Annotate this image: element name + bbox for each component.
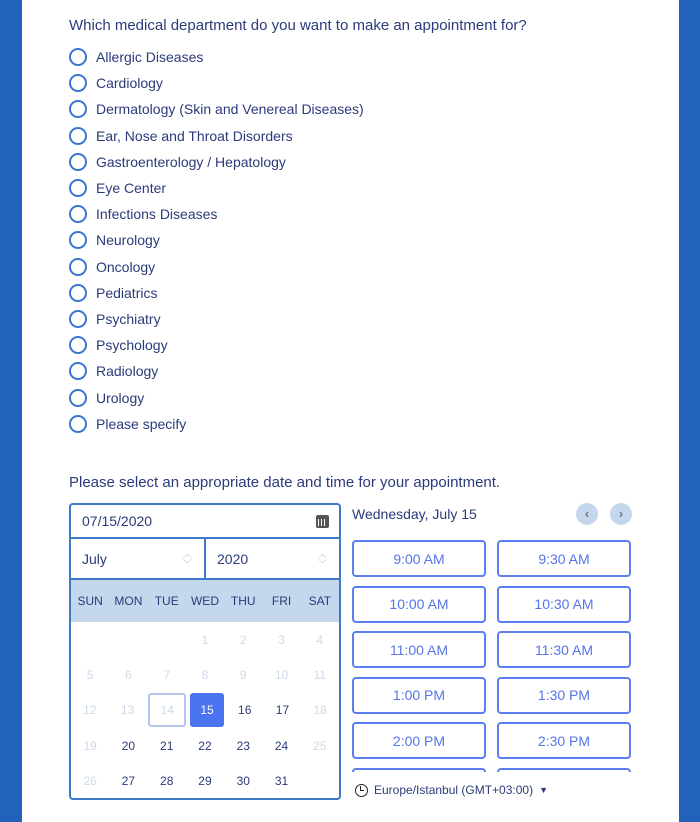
calendar-day[interactable]: 23 xyxy=(236,738,250,753)
caret-down-icon: ▼ xyxy=(539,785,549,795)
time-slot-button[interactable]: 10:30 AM xyxy=(497,586,631,623)
department-option-label: Infections Diseases xyxy=(96,206,218,223)
calendar-week xyxy=(71,763,339,798)
clock-icon xyxy=(355,784,368,797)
radio-button[interactable] xyxy=(69,415,87,433)
year-value: 2020 xyxy=(217,550,249,567)
radio-button[interactable] xyxy=(69,389,87,407)
calendar-week xyxy=(71,728,339,763)
weekday-label: WED xyxy=(190,594,219,608)
calendar-day xyxy=(111,623,145,657)
prev-day-chevron-left-icon[interactable]: ‹ xyxy=(576,503,598,525)
time-slot-button[interactable] xyxy=(352,768,486,773)
department-option-label: Allergic Diseases xyxy=(96,49,204,66)
calendar-day: 25 xyxy=(313,738,327,753)
calendar-day: 5 xyxy=(86,667,94,682)
calendar-week xyxy=(71,622,339,657)
department-option-label: Pediatrics xyxy=(96,284,158,301)
calendar-day xyxy=(73,623,107,657)
radio-button[interactable] xyxy=(69,153,87,171)
radio-button[interactable] xyxy=(69,100,87,118)
weekday-label: TUE xyxy=(154,594,179,608)
month-select[interactable] xyxy=(71,539,206,578)
calendar-day[interactable]: 29 xyxy=(198,773,212,788)
department-option[interactable] xyxy=(69,254,364,280)
department-option[interactable] xyxy=(69,306,364,332)
calendar-day: 19 xyxy=(83,738,97,753)
date-value: 07/15/2020 xyxy=(82,513,153,529)
date-picker xyxy=(69,503,341,800)
calendar-day: 2 xyxy=(239,632,247,647)
department-option-label: Psychology xyxy=(96,337,168,354)
calendar-day: 3 xyxy=(278,632,285,647)
radio-button[interactable] xyxy=(69,362,87,380)
time-slots xyxy=(352,540,632,772)
weekday-label: SUN xyxy=(77,594,103,608)
department-option[interactable] xyxy=(69,201,364,227)
calendar-day: 14 xyxy=(148,693,186,727)
calendar-week xyxy=(71,657,339,692)
department-option[interactable] xyxy=(69,149,364,175)
department-option[interactable] xyxy=(69,280,364,306)
calendar-day: 26 xyxy=(83,773,97,788)
department-option[interactable] xyxy=(69,96,364,122)
time-slot-button[interactable]: 11:30 AM xyxy=(497,631,631,668)
calendar-day: 10 xyxy=(274,667,289,682)
department-option-label: Eye Center xyxy=(96,180,167,197)
calendar-day[interactable]: 16 xyxy=(238,703,252,718)
department-option[interactable] xyxy=(69,123,364,149)
radio-button[interactable] xyxy=(69,258,87,276)
calendar-day[interactable]: 21 xyxy=(160,738,174,753)
calendar-day: 12 xyxy=(83,703,97,718)
radio-button[interactable] xyxy=(69,284,87,302)
radio-button[interactable] xyxy=(69,48,87,66)
weekday-label: SAT xyxy=(308,594,332,608)
calendar-day[interactable]: 31 xyxy=(274,773,289,788)
spinner-icon[interactable]: ︿ ﹀ xyxy=(317,548,327,569)
department-radio-group xyxy=(69,44,364,437)
department-option[interactable] xyxy=(69,384,364,410)
department-option-label: Please specify xyxy=(96,415,187,432)
spinner-icon[interactable]: ︿ ﹀ xyxy=(182,548,192,569)
department-option-label: Dermatology (Skin and Venereal Diseases) xyxy=(96,101,364,118)
calendar-day[interactable]: 24 xyxy=(274,738,289,753)
year-select[interactable] xyxy=(206,539,339,578)
radio-button[interactable] xyxy=(69,74,87,92)
month-value: July xyxy=(82,550,107,567)
calendar-day[interactable]: 28 xyxy=(160,773,174,788)
calendar-day: 4 xyxy=(316,632,324,647)
department-option-label: Psychiatry xyxy=(96,310,161,327)
selected-date-label: Wednesday, July 15 xyxy=(352,506,477,522)
calendar-day: 18 xyxy=(313,703,327,718)
calendar-day[interactable]: 22 xyxy=(198,738,212,753)
calendar-day: 8 xyxy=(201,667,209,682)
next-day-chevron-right-icon[interactable]: › xyxy=(610,503,632,525)
calendar-day: 7 xyxy=(163,667,171,682)
time-slot-button[interactable] xyxy=(497,768,631,773)
radio-button[interactable] xyxy=(69,205,87,223)
calendar-day xyxy=(150,623,184,657)
calendar-day: 1 xyxy=(201,632,209,647)
appointment-question: Please select an appropriate date and time for your appointment. xyxy=(69,474,501,491)
department-option-label: Oncology xyxy=(96,258,156,275)
calendar-day[interactable]: 17 xyxy=(275,703,290,718)
department-option-label: Cardiology xyxy=(96,75,163,92)
department-option-label: Urology xyxy=(96,389,145,406)
radio-button[interactable] xyxy=(69,231,87,249)
department-option[interactable] xyxy=(69,175,364,201)
department-option-label: Ear, Nose and Throat Disorders xyxy=(96,127,293,144)
department-option[interactable] xyxy=(69,44,364,70)
radio-button[interactable] xyxy=(69,127,87,145)
time-slot-button[interactable]: 9:30 AM xyxy=(497,540,631,577)
weekday-label: MON xyxy=(114,594,143,608)
calendar-day[interactable]: 20 xyxy=(121,738,136,753)
time-slot-button[interactable]: 10:00 AM xyxy=(352,586,486,623)
calendar-days xyxy=(71,622,339,798)
time-slot-button[interactable]: 2:00 PM xyxy=(352,722,486,759)
department-option-label: Radiology xyxy=(96,363,159,380)
department-option[interactable] xyxy=(69,227,364,253)
timezone-value: Europe/Istanbul (GMT+03:00) xyxy=(374,783,534,797)
department-option[interactable] xyxy=(69,70,364,96)
department-option-label: Gastroenterology / Hepatology xyxy=(96,153,286,170)
time-slot-button[interactable]: 11:00 AM xyxy=(352,631,486,668)
calendar-day[interactable]: 27 xyxy=(121,773,136,788)
date-input[interactable] xyxy=(71,505,339,539)
calendar-day: 6 xyxy=(125,667,132,682)
calendar-day[interactable]: 30 xyxy=(236,773,250,788)
weekday-label: THU xyxy=(230,594,256,608)
calendar-icon[interactable] xyxy=(316,515,329,528)
department-option[interactable] xyxy=(69,411,364,437)
time-slot-button[interactable]: 1:00 PM xyxy=(352,677,486,714)
radio-button[interactable] xyxy=(69,310,87,328)
department-option[interactable] xyxy=(69,332,364,358)
time-slot-button[interactable]: 2:30 PM xyxy=(497,722,631,759)
calendar-day: 9 xyxy=(239,667,247,682)
radio-button[interactable] xyxy=(69,336,87,354)
calendar-day: 11 xyxy=(313,667,327,682)
weekday-label: FRI xyxy=(271,594,292,608)
radio-button[interactable] xyxy=(69,179,87,197)
time-slot-button[interactable]: 9:00 AM xyxy=(352,540,486,577)
department-option[interactable] xyxy=(69,358,364,384)
timezone-select[interactable] xyxy=(355,783,548,797)
calendar-day[interactable]: 15 xyxy=(190,693,224,727)
department-option-label: Neurology xyxy=(96,232,160,249)
calendar-day: 13 xyxy=(120,703,135,718)
department-question: Which medical department do you want to make an appointment for? xyxy=(69,17,527,34)
calendar-week xyxy=(71,693,339,728)
time-slot-button[interactable]: 1:30 PM xyxy=(497,677,631,714)
weekday-header xyxy=(71,580,339,622)
calendar-day xyxy=(303,764,337,798)
